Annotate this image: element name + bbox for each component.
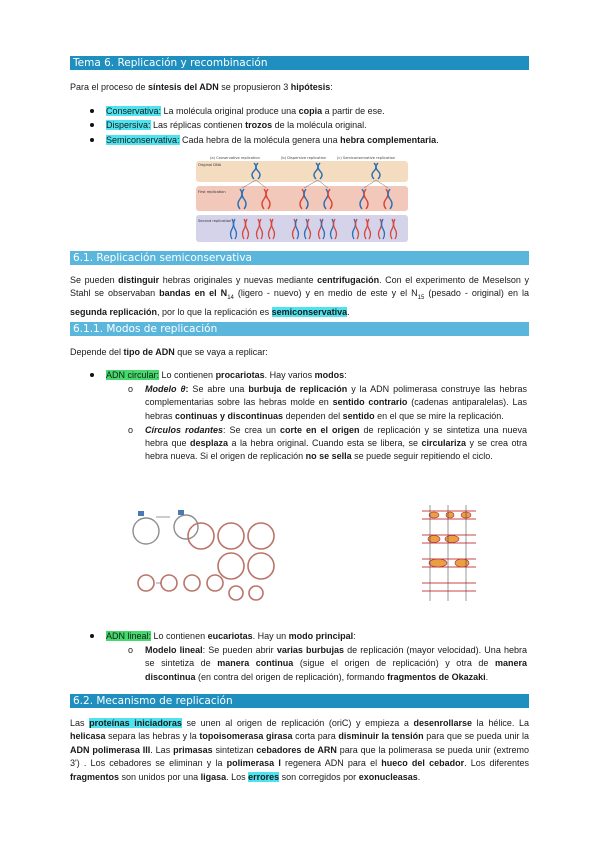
rolling-circle-figure <box>126 503 276 607</box>
list-item: o Círculos rodantes: Se crea un corte en el origen de replicación y se sintetiza una nueva hebra que desplaza a la hebra original. Cuando esta se libera, se circulariza y se crea otra hebra nueva. Si el origen de replicación no se sella se puede seguir repitiendo el ciclo. <box>127 424 527 464</box>
figure-header: (c) Semiconservative replication <box>337 156 396 160</box>
circular-modes-list <box>127 383 527 464</box>
section-title: Tema 6. Replicación y recombinación <box>70 56 529 70</box>
linear-modes-list <box>127 644 527 684</box>
figure-row-label: Original DNA <box>198 163 222 167</box>
replication-hypotheses-figure <box>196 153 408 243</box>
subsection-title-6-2: 6.2. Mecanismo de replicación <box>70 694 529 708</box>
list-item: o Modelo θ: Se abre una burbuja de replicación y la ADN polimerasa construye las hebras complementarias sobre las hebras molde en sentido contrario (cadenas antiparalelas). Las hebras continuas y discontinuas dependen del sentido en el que se mire la replicación. <box>127 383 527 423</box>
list-item: o Modelo lineal: Se pueden abrir varias burbujas de replicación (mayor velocidad). Una hebra se sintetiza de manera continua (sigue el origen de replicación) y otra de manera discontinua (en contra del origen de replicación), formando fragmentos de Okazaki. <box>127 644 527 684</box>
theta-replication-figure <box>420 505 478 605</box>
list-item: ADN circular: Lo contienen procariotas. Hay varios modos: <box>90 368 520 382</box>
figure-row-label: First replication <box>198 190 226 194</box>
hypotheses-list <box>90 104 520 147</box>
figure-row-label: Second replication <box>198 219 232 223</box>
linear-dna-list <box>90 629 520 643</box>
intro-paragraph: Para el proceso de síntesis del ADN se propusieron 3 hipótesis: <box>70 82 333 92</box>
figure-header: (a) Conservative replication <box>210 156 260 160</box>
paragraph-6-2: Las proteínas iniciadoras se unen al origen de replicación (oriC) y empieza a desenrollarse la hélice. La helicasa separa las hebras y la topoisomerasa girasa corta para disminuir la tensión para que se pueda unir la ADN polimerasa III. Las primasas sintetizan cebadores de ARN para que la polimerasa se pueda unir (extremo 3') . Los cebadores se eliminan y la polimerasa I regenera ADN para el hueco del cebador. Los diferentes fragmentos son unidos por una ligasa. Los errores son corregidos por exonucleasas. <box>70 718 530 782</box>
circular-dna-list <box>90 368 520 382</box>
subsection-title-6-1-1: 6.1.1. Modos de replicación <box>70 322 529 336</box>
paragraph-6-1: Se pueden distinguir hebras originales y nuevas mediante centrifugación. Con el experimento de Meselson y Stahl se observaban bandas en el $N_{14}$ (ligero - nuevo) y en medio de este y el $N_{15}$ (pesado - original) en la segunda replicación, por lo que la replicación es semiconservativa. <box>70 275 529 317</box>
paragraph-modes-intro: Depende del tipo de ADN que se vaya a replicar: <box>70 347 268 357</box>
list-item: Semiconservativa: Cada hebra de la molécula genera una hebra complementaria. <box>90 133 520 147</box>
subsection-title-6-1: 6.1. Replicación semiconservativa <box>70 251 529 265</box>
list-item: Conservativa: La molécula original produce una copia a partir de ese. <box>90 104 520 118</box>
list-item: ADN lineal: Lo contienen eucariotas. Hay un modo principal: <box>90 629 520 643</box>
figure-header: (b) Dispersive replication <box>281 156 327 160</box>
list-item: Dispersiva: Las réplicas contienen trozos de la molécula original. <box>90 118 520 132</box>
